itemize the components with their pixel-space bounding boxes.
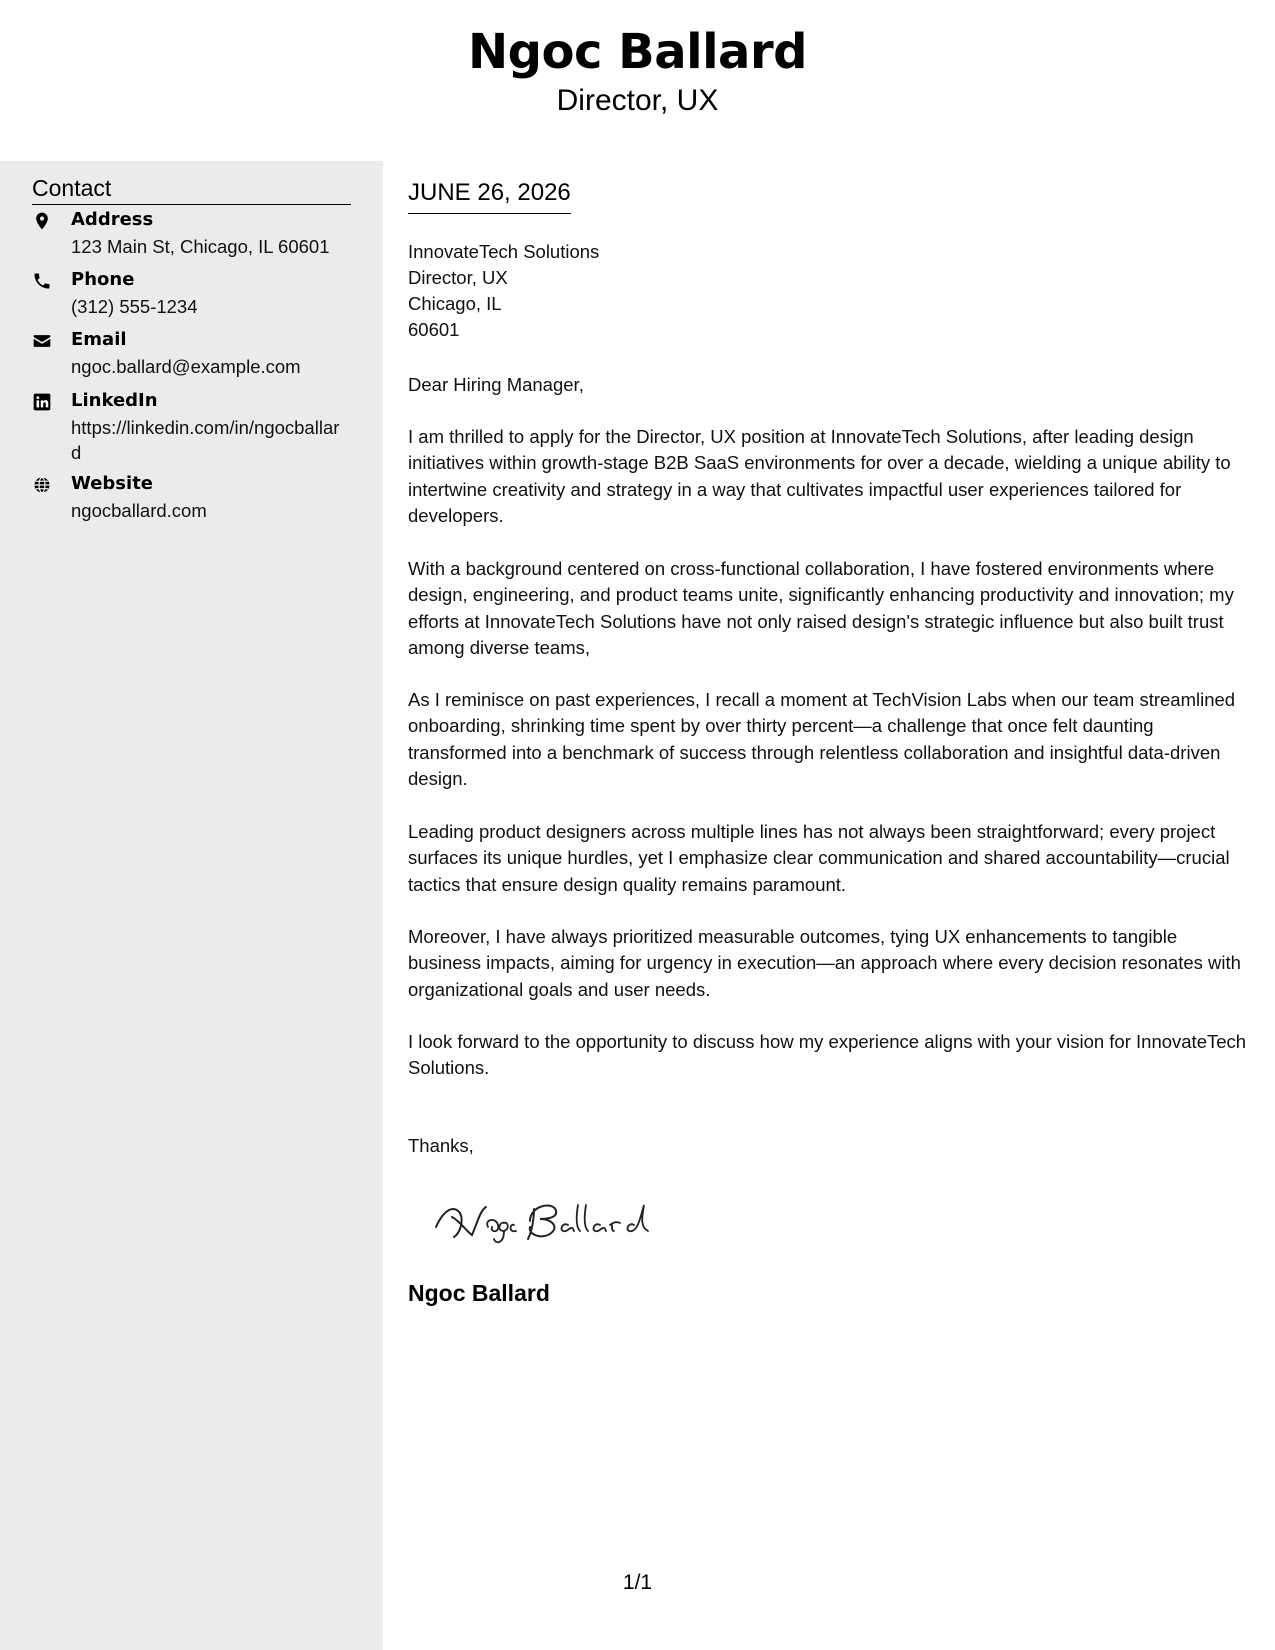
globe-icon [32, 475, 54, 497]
letter-paragraph: As I reminisce on past experiences, I recall a moment at TechVision Labs when our team streamlined onboarding, shrinking time spent by over thirty percent—a challenge that once felt daunting transformed into a benchmark of success through relentless collaboration and insightful data-driven design. [408, 689, 1236, 789]
recipient-line: Director, UX [408, 267, 508, 288]
contact-value: 123 Main St, Chicago, IL 60601 [71, 236, 330, 257]
letter-paragraph: Leading product designers across multiple lines has not always been straightforward; every project surfaces its unique hurdles, yet I emphasize clear communication and shared accountability—crucial tactics that ensure design quality remains paramount. [408, 821, 1230, 895]
contact-label: Website [71, 473, 154, 494]
map-pin-icon [32, 211, 54, 233]
signer-name: Ngoc Ballard [408, 1280, 550, 1306]
contact-value: ngocballard.com [71, 500, 207, 521]
letter-paragraph: With a background centered on cross-functional collaboration, I have fostered environments where design, engineering, and product teams unite, significantly enhancing productivity and innovation; my efforts at InnovateTech Solutions have not only raised design's strategic influence but also built trust among diverse teams, [408, 558, 1234, 658]
page-number: 1/1 [622, 1571, 653, 1594]
contact-value: https://linkedin.com/in/ngocballard [71, 417, 340, 463]
closing: Thanks, [408, 1135, 474, 1156]
contact-heading: Contact [32, 175, 351, 205]
contact-sidebar [0, 161, 383, 1650]
contact-label: Phone [71, 269, 135, 290]
email-icon [32, 331, 54, 353]
phone-icon [32, 271, 54, 293]
recipient-block [408, 239, 599, 343]
letter-paragraph: I am thrilled to apply for the Director, UX position at InnovateTech Solutions, after leading design initiatives within growth-stage B2B SaaS environments for over a decade, wielding a unique ability to intertwine creativity and strategy in a way that cultivates impactful user experiences tailored for developers. [408, 426, 1231, 526]
linkedin-icon [32, 392, 54, 414]
letter-date: JUNE 26, 2026 [408, 179, 571, 214]
applicant-name: Ngoc Ballard [468, 24, 807, 80]
recipient-line: Chicago, IL [408, 293, 502, 314]
salutation: Dear Hiring Manager, [408, 374, 584, 395]
contact-label: Email [71, 329, 127, 350]
letter-paragraph: Moreover, I have always prioritized measurable outcomes, tying UX enhancements to tangible business impacts, aiming for urgency in execution—an approach where every decision resonates with organizational goals and user needs. [408, 926, 1241, 1000]
letter-paragraph: I look forward to the opportunity to discuss how my experience aligns with your vision for InnovateTech Solutions. [408, 1031, 1247, 1079]
applicant-role: Director, UX [556, 84, 719, 117]
contact-label: Address [71, 209, 154, 230]
recipient-line: InnovateTech Solutions [408, 241, 600, 262]
recipient-line: 60601 [408, 319, 460, 340]
contact-value: (312) 555-1234 [71, 296, 198, 317]
contact-value: ngoc.ballard@example.com [71, 356, 301, 377]
contact-label: LinkedIn [71, 390, 158, 411]
signature-image [430, 1191, 670, 1251]
letter-header [0, 0, 1275, 161]
